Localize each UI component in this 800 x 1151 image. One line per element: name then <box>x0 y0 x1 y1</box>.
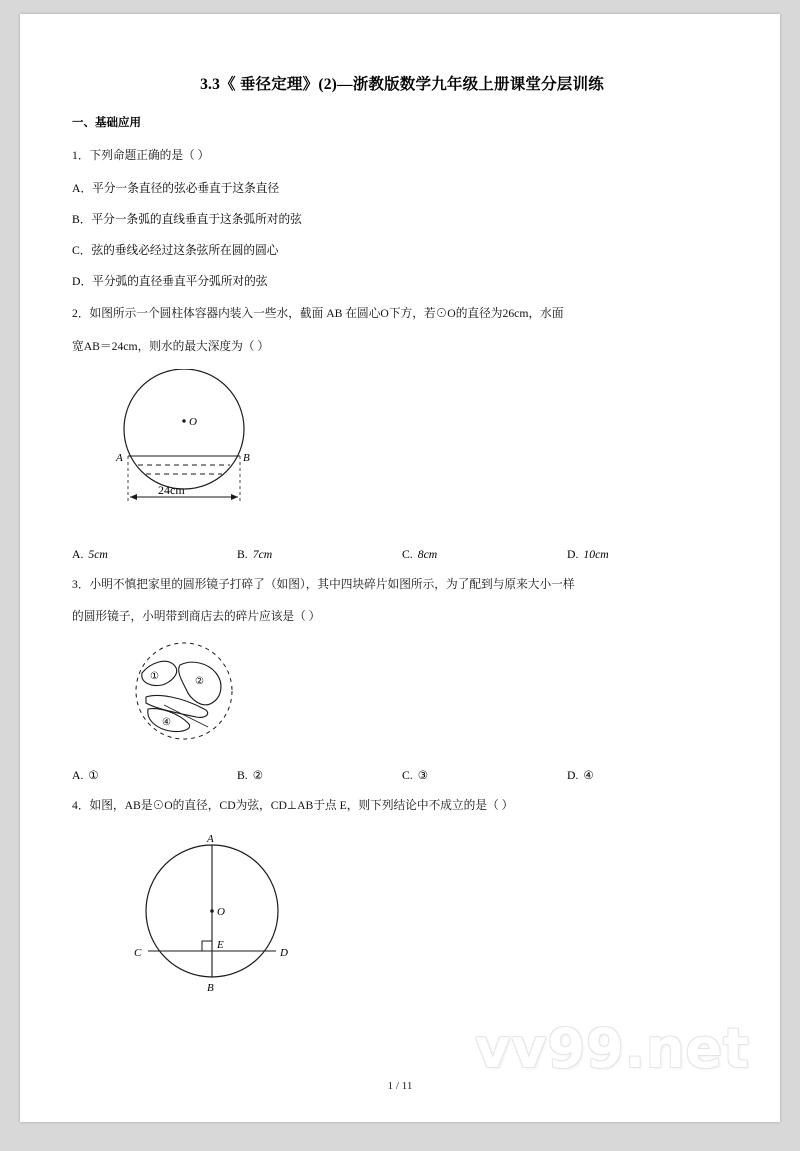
svg-text:O: O <box>217 905 225 918</box>
question-3-option-d-value: ④ <box>583 769 594 783</box>
question-2-stem-line2: 宽AB＝24cm，则水的最大深度为（ ） <box>72 339 270 353</box>
question-2-stem-line1: 2．如图所示一个圆柱体容器内装入一些水，截面 AB 在圆心O下方，若⊙O的直径为26cm，水面 <box>72 307 564 321</box>
svg-text:②: ② <box>195 676 204 688</box>
question-1-choice-c: C．弦的垂线必经过这条弦所在圆的圆心 <box>72 244 279 258</box>
question-3-option-a <box>72 768 237 782</box>
question-3-stem-line2: 的圆形镜子，小明带到商店去的碎片应该是（ ） <box>72 610 321 624</box>
question-2-figure-width-label: 24cm <box>158 482 185 497</box>
question-4-stem: 4．如图，AB是⊙O的直径，CD为弦，CD⊥AB于点 E，则下列结论中不成立的是（ ） <box>72 799 514 813</box>
svg-text:O: O <box>189 415 197 428</box>
svg-text:B: B <box>207 981 214 994</box>
page-content <box>72 72 732 1010</box>
question-3-option-b <box>237 768 402 782</box>
question-3-option-c <box>402 768 567 782</box>
svg-text:①: ① <box>150 671 159 683</box>
question-3-option-b-label: B. <box>237 769 248 783</box>
svg-text:B: B <box>243 451 250 464</box>
question-2-option-c-label: C. <box>402 547 413 561</box>
svg-text:C: C <box>134 946 142 959</box>
question-2-option-a-label: A. <box>72 547 84 561</box>
question-2-option-d-value: 10cm <box>583 547 609 561</box>
question-2-option-a-value: 5cm <box>88 547 108 561</box>
page-title: 3.3《 垂径定理》(2)—浙教版数学九年级上册课堂分层训练 <box>200 76 604 93</box>
question-2-option-d <box>567 548 732 561</box>
question-3-option-a-value: ① <box>88 769 99 783</box>
watermark: vv99.net <box>475 1017 750 1080</box>
question-1-choice-b: B．平分一条弧的直线垂直于这条弧所对的弦 <box>72 213 302 227</box>
question-1-choice-d: D．平分弧的直径垂直平分弧所对的弦 <box>72 275 268 289</box>
section-heading: 一、基础应用 <box>72 117 141 129</box>
svg-text:A: A <box>207 832 214 845</box>
question-3-option-a-label: A. <box>72 769 84 783</box>
svg-text:A: A <box>116 451 123 464</box>
question-3-option-b-value: ② <box>252 769 264 783</box>
question-1-stem: 1．下列命题正确的是（ ） <box>72 149 210 162</box>
question-1-choice-a: A．平分一条直径的弦必垂直于这条直径 <box>72 182 280 196</box>
svg-text:D: D <box>280 946 288 959</box>
page-footer: 1 / 11 <box>387 1080 413 1092</box>
question-4-figure <box>122 829 732 1004</box>
question-2-option-a <box>72 548 237 561</box>
question-3-option-d <box>567 768 732 782</box>
question-2-option-b-label: B. <box>237 547 248 561</box>
question-3-option-c-value: ③ <box>417 769 429 783</box>
question-2-option-b <box>237 548 402 561</box>
question-2-options <box>72 548 732 561</box>
question-2-option-c <box>402 548 567 561</box>
question-3-option-d-label: D. <box>567 769 579 783</box>
question-2-option-d-label: D. <box>567 547 579 561</box>
svg-text:④: ④ <box>162 717 171 729</box>
document-page <box>20 14 780 1122</box>
question-3-options <box>72 768 732 782</box>
question-2-figure <box>106 369 732 534</box>
question-2-option-c-value: 8cm <box>417 547 438 561</box>
question-3-option-c-label: C. <box>402 769 413 783</box>
question-2-option-b-value: 7cm <box>252 547 273 561</box>
question-3-figure <box>112 639 732 754</box>
question-3-stem-line1: 3．小明不慎把家里的圆形镜子打碎了（如图），其中四块碎片如图所示，为了配到与原来大小一样 <box>72 577 575 591</box>
svg-text:E: E <box>217 938 224 951</box>
